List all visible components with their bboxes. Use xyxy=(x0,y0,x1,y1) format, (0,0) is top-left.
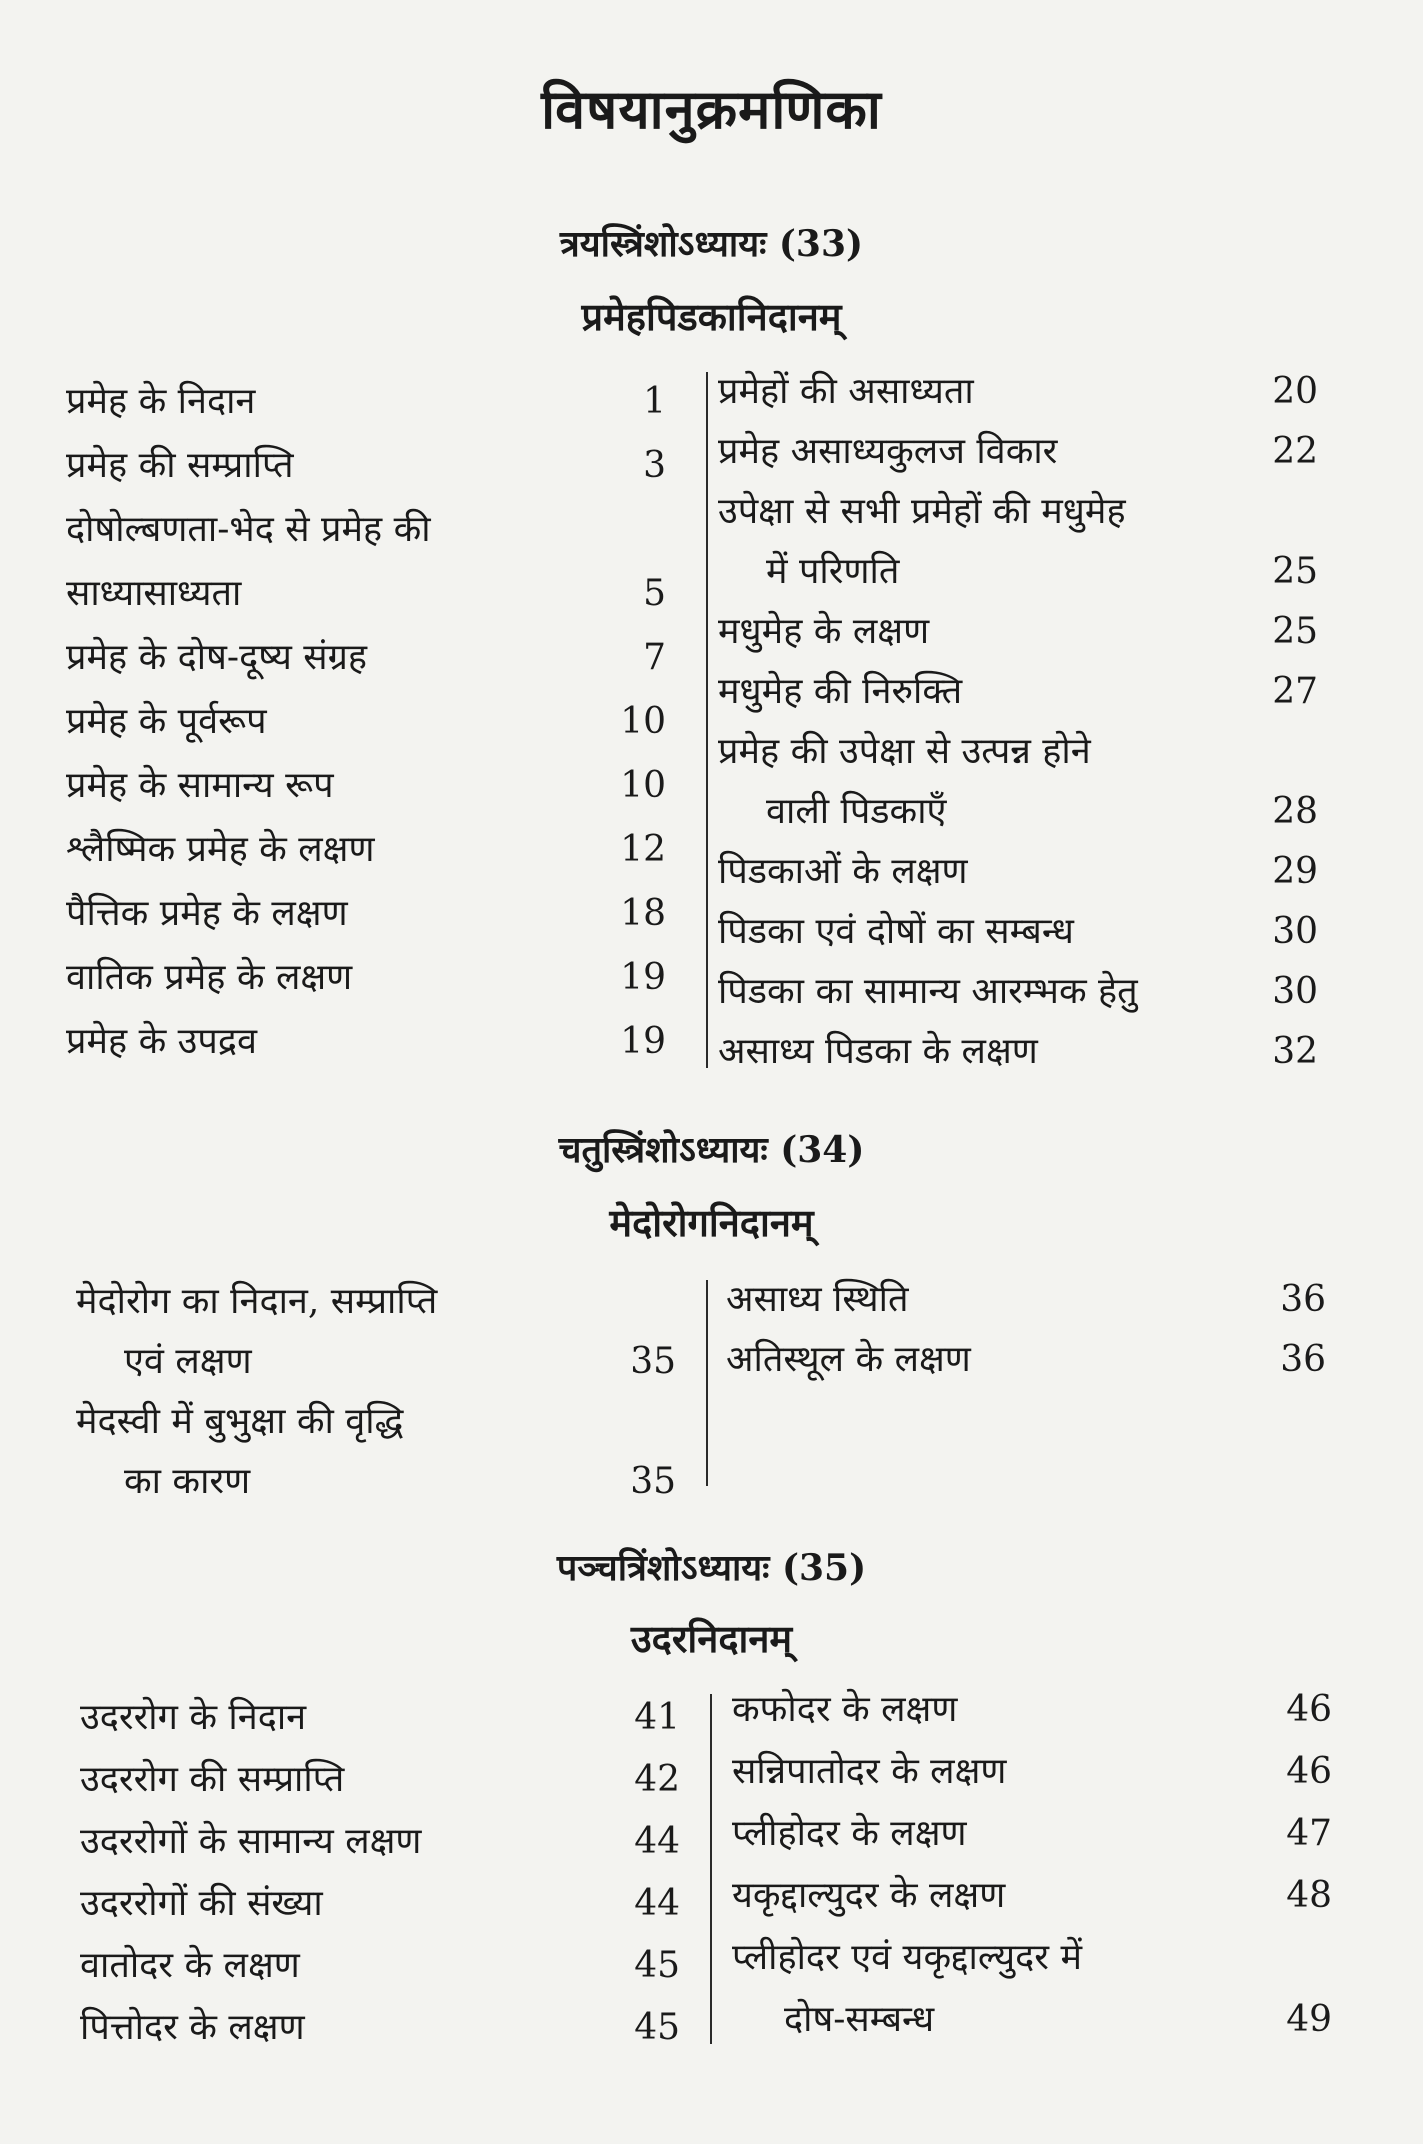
toc-right-column xyxy=(718,371,1318,1074)
entry-page: 28 xyxy=(1272,791,1318,832)
toc-entry xyxy=(718,971,1318,1036)
toc-entry xyxy=(732,1875,1332,1940)
entry-label: मेदस्वी में बुभुक्षा की वृद्धि xyxy=(76,1401,404,1442)
entry-label: कफोदर के लक्षण xyxy=(732,1689,958,1730)
toc-entry xyxy=(66,637,666,702)
entry-label: उदररोगों की संख्या xyxy=(80,1883,323,1924)
toc-entry xyxy=(80,1821,680,1886)
chapter-subtitle: प्रमेहपिडकानिदानम् xyxy=(581,294,842,339)
toc-entry xyxy=(66,893,666,958)
column-divider xyxy=(710,1694,712,2044)
entry-page: 44 xyxy=(634,1883,680,1924)
toc-entry xyxy=(726,1339,1326,1404)
entry-label: उपेक्षा से सभी प्रमेहों की मधुमेह xyxy=(718,491,1126,532)
entry-page: 42 xyxy=(634,1759,680,1800)
entry-label: प्रमेह की उपेक्षा से उत्पन्न होने xyxy=(718,731,1091,772)
entry-page: 36 xyxy=(1280,1279,1326,1320)
toc-entry xyxy=(66,765,666,830)
toc-entry xyxy=(76,1281,676,1404)
entry-page: 30 xyxy=(1272,971,1318,1012)
entry-label: प्रमेह के पूर्वरूप xyxy=(66,701,267,742)
toc-entry xyxy=(732,1813,1332,1878)
entry-page: 25 xyxy=(1272,611,1318,652)
entry-label: यकृद्दाल्युदर के लक्षण xyxy=(732,1875,1006,1916)
entry-page: 22 xyxy=(1272,431,1318,472)
entry-page: 46 xyxy=(1286,1751,1332,1792)
toc-left-column xyxy=(80,1697,680,2080)
entry-label: प्रमेह असाध्यकुलज विकार xyxy=(718,431,1058,472)
toc-entry xyxy=(718,371,1318,436)
entry-page: 44 xyxy=(634,1821,680,1862)
toc-entry xyxy=(66,701,666,766)
entry-label: श्लैष्मिक प्रमेह के लक्षण xyxy=(66,829,375,870)
entry-label: प्रमेह के निदान xyxy=(66,381,256,422)
entry-page: 49 xyxy=(1286,1999,1332,2040)
entry-page: 25 xyxy=(1272,551,1318,592)
entry-page: 45 xyxy=(634,1945,680,1986)
toc-entry xyxy=(80,2007,680,2072)
entry-label: मेदोरोग का निदान, सम्प्राप्ति xyxy=(76,1281,438,1322)
entry-label-continued: एवं लक्षण xyxy=(124,1341,252,1382)
entry-label: प्रमेह की सम्प्राप्ति xyxy=(66,445,294,486)
toc-entry xyxy=(732,1937,1332,2064)
entry-label: प्रमेह के सामान्य रूप xyxy=(66,765,334,806)
toc-entry xyxy=(66,1021,666,1086)
toc-entry xyxy=(80,1883,680,1948)
entry-page: 18 xyxy=(620,893,666,934)
entry-page: 19 xyxy=(620,1021,666,1062)
toc-entry xyxy=(80,1759,680,1824)
chapter-subtitle: मेदोरोगनिदानम् xyxy=(609,1200,814,1245)
entry-label-continued: में परिणति xyxy=(766,551,900,592)
entry-page: 10 xyxy=(620,765,666,806)
toc-entry xyxy=(66,957,666,1022)
entry-page: 48 xyxy=(1286,1875,1332,1916)
chapter-subtitle: उदरनिदानम् xyxy=(630,1616,793,1661)
toc-entry xyxy=(80,1697,680,1762)
entry-page: 35 xyxy=(630,1461,676,1502)
entry-label: वातिक प्रमेह के लक्षण xyxy=(66,957,353,998)
entry-label: असाध्य स्थिति xyxy=(726,1279,909,1320)
entry-page: 1 xyxy=(643,381,666,422)
toc-entry xyxy=(718,1031,1318,1096)
entry-label: असाध्य पिडका के लक्षण xyxy=(718,1031,1038,1072)
toc-entry xyxy=(732,1751,1332,1816)
toc-entry xyxy=(718,851,1318,916)
chapter-heading: पञ्चत्रिंशोऽध्यायः (35) xyxy=(556,1547,867,1589)
entry-label: प्रमेह के उपद्रव xyxy=(66,1021,257,1062)
toc-entry xyxy=(80,1945,680,2010)
entry-label: पिडका एवं दोषों का सम्बन्ध xyxy=(718,911,1074,952)
entry-page: 19 xyxy=(620,957,666,998)
entry-label: पिडका का सामान्य आरम्भक हेतु xyxy=(718,971,1138,1012)
toc-entry xyxy=(732,1689,1332,1754)
entry-page: 47 xyxy=(1286,1813,1332,1854)
entry-label: प्रमेहों की असाध्यता xyxy=(718,371,974,412)
entry-page: 7 xyxy=(643,637,666,678)
entry-page: 12 xyxy=(620,829,666,870)
entry-page: 27 xyxy=(1272,671,1318,712)
column-divider xyxy=(706,372,708,1068)
entry-page: 35 xyxy=(630,1341,676,1382)
entry-label: प्लीहोदर के लक्षण xyxy=(732,1813,967,1854)
entry-page: 45 xyxy=(634,2007,680,2048)
toc-entry xyxy=(718,431,1318,496)
entry-label: पैत्तिक प्रमेह के लक्षण xyxy=(66,893,348,934)
toc-entry xyxy=(718,731,1318,854)
toc-entry xyxy=(718,911,1318,976)
entry-label: उदररोग के निदान xyxy=(80,1697,307,1738)
entry-label: दोषोल्बणता-भेद से प्रमेह की xyxy=(66,509,431,550)
toc-left-column xyxy=(76,1281,676,1524)
toc-entry xyxy=(76,1401,676,1524)
toc-entry xyxy=(66,829,666,894)
column-divider xyxy=(706,1280,708,1486)
page-title: विषयानुक्रमणिका xyxy=(541,77,882,141)
chapter-heading: चतुस्त्रिंशोऽध्यायः (34) xyxy=(558,1129,865,1171)
entry-label: उदररोग की सम्प्राप्ति xyxy=(80,1759,345,1800)
toc-entry xyxy=(726,1279,1326,1344)
entry-label: उदररोगों के सामान्य लक्षण xyxy=(80,1821,422,1862)
entry-label-continued: वाली पिडकाएँ xyxy=(766,791,947,832)
entry-label: मधुमेह के लक्षण xyxy=(718,611,930,652)
entry-label: सन्निपातोदर के लक्षण xyxy=(732,1751,1007,1792)
entry-label-continued: दोष-सम्बन्ध xyxy=(784,1999,935,2040)
toc-entry xyxy=(66,381,666,446)
entry-label: वातोदर के लक्षण xyxy=(80,1945,300,1986)
entry-label-continued: का कारण xyxy=(124,1461,251,1502)
entry-label-continued: साध्यासाध्यता xyxy=(66,573,242,614)
entry-label: अतिस्थूल के लक्षण xyxy=(726,1339,971,1380)
toc-entry xyxy=(66,509,666,638)
entry-page: 10 xyxy=(620,701,666,742)
entry-page: 29 xyxy=(1272,851,1318,892)
entry-page: 36 xyxy=(1280,1339,1326,1380)
entry-label: मधुमेह की निरुक्ति xyxy=(718,671,963,712)
toc-left-column xyxy=(66,381,666,1084)
entry-label: पित्तोदर के लक्षण xyxy=(80,2007,305,2048)
chapter-heading: त्रयस्त्रिंशोऽध्यायः (33) xyxy=(559,223,864,265)
toc-entry xyxy=(718,491,1318,614)
entry-page: 5 xyxy=(643,573,666,614)
toc-right-column xyxy=(726,1279,1326,1412)
entry-label: प्लीहोदर एवं यकृद्दाल्युदर में xyxy=(732,1937,1082,1978)
entry-page: 30 xyxy=(1272,911,1318,952)
toc-entry xyxy=(718,611,1318,676)
entry-page: 41 xyxy=(634,1697,680,1738)
entry-label: पिडकाओं के लक्षण xyxy=(718,851,968,892)
toc-entry xyxy=(718,671,1318,736)
entry-page: 20 xyxy=(1272,371,1318,412)
entry-page: 3 xyxy=(643,445,666,486)
entry-label: प्रमेह के दोष-दूष्य संग्रह xyxy=(66,637,368,678)
toc-entry xyxy=(66,445,666,510)
entry-page: 32 xyxy=(1272,1031,1318,1072)
entry-page: 46 xyxy=(1286,1689,1332,1730)
toc-right-column xyxy=(732,1689,1332,2072)
